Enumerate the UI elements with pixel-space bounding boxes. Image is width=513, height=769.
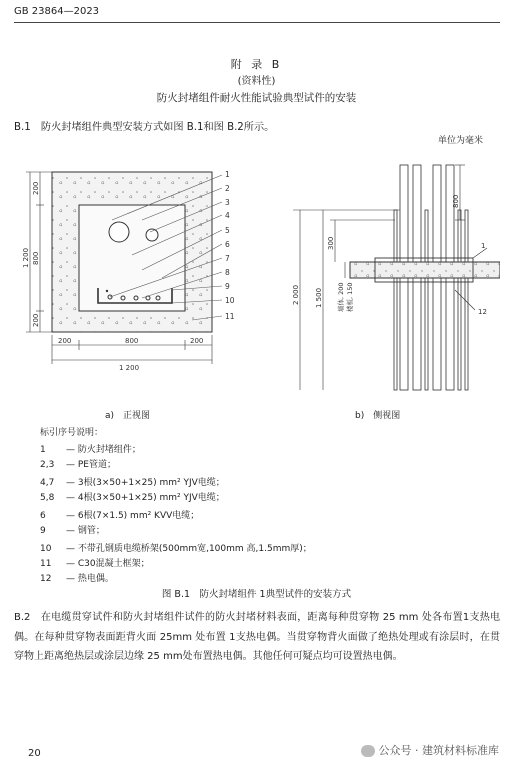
svg-text:800: 800 bbox=[32, 251, 40, 265]
svg-text:楼板, 150: 楼板, 150 bbox=[346, 282, 354, 312]
side-view-caption: b) 侧视图 bbox=[355, 411, 401, 421]
unit-note: 单位为毫米 bbox=[437, 136, 483, 146]
svg-text:1 200: 1 200 bbox=[22, 247, 30, 268]
svg-text:11: 11 bbox=[225, 312, 235, 321]
legend-item: 1 — 防火封堵组件； bbox=[40, 445, 141, 455]
pe-pipe-small bbox=[146, 229, 158, 241]
svg-text:1: 1 bbox=[481, 242, 486, 250]
appendix-title: 附 录 B bbox=[230, 58, 283, 71]
legend-item: 6 — 6根(7×1.5) mm² KVV电缆； bbox=[40, 511, 200, 521]
seal-opening bbox=[79, 205, 185, 311]
svg-text:墙体, 200: 墙体, 200 bbox=[337, 282, 345, 312]
svg-text:8: 8 bbox=[225, 268, 230, 277]
svg-text:1 500: 1 500 bbox=[315, 287, 323, 308]
svg-text:12: 12 bbox=[478, 308, 487, 316]
svg-text:800: 800 bbox=[125, 337, 139, 345]
wechat-icon bbox=[361, 745, 375, 757]
svg-text:10: 10 bbox=[225, 296, 235, 305]
legend-item: 9 — 钢管； bbox=[40, 526, 105, 536]
appendix-subtitle: 防火封堵组件耐火性能试验典型试件的安装 bbox=[156, 92, 357, 104]
front-view-diagram bbox=[22, 160, 252, 385]
legend-item: 5,8 — 4根(3×50+1×25) mm² YJV电缆； bbox=[40, 493, 225, 503]
svg-text:800: 800 bbox=[452, 194, 460, 208]
front-view-caption: a) 正视图 bbox=[105, 411, 151, 421]
side-view-diagram bbox=[275, 160, 500, 400]
svg-text:200: 200 bbox=[58, 337, 72, 345]
svg-text:200: 200 bbox=[190, 337, 204, 345]
svg-text:7: 7 bbox=[225, 254, 230, 263]
svg-text:200: 200 bbox=[32, 181, 40, 195]
section-b2: B.2 在电缆贯穿试件和防火封堵组件试件的防火封堵材料表面，距离每种贯穿物 25 mm 处各布置1支热电偶。在每种贯穿物表面距背火面 25mm 处布置 1支热电偶。当贯穿物背火面做了绝热处理或有涂层时，在贯穿物上距离绝热层或涂层边缘 25 mm处布置热电偶。其他任何可疑点均可设置热电偶。 bbox=[14, 612, 500, 662]
legend-title: 标引序号说明： bbox=[40, 428, 104, 438]
svg-text:9: 9 bbox=[225, 282, 230, 291]
standard-number: GB 23864—2023 bbox=[14, 6, 100, 17]
appendix-type: (资料性) bbox=[237, 76, 276, 87]
floor-slab bbox=[350, 262, 500, 278]
svg-text:2 000: 2 000 bbox=[292, 284, 300, 305]
pe-pipe-large bbox=[109, 222, 129, 242]
svg-text:5: 5 bbox=[225, 226, 230, 235]
svg-text:4: 4 bbox=[225, 211, 230, 220]
figure-caption: 图 B.1 防火封堵组件 1典型试件的安装方式 bbox=[161, 589, 352, 600]
svg-text:2: 2 bbox=[225, 184, 230, 193]
legend-item: 2,3 — PE管道； bbox=[40, 460, 116, 470]
header-rule bbox=[14, 22, 500, 23]
legend-item: 4,7 — 3根(3×50+1×25) mm² YJV电缆； bbox=[40, 478, 225, 488]
section-b1: B.1 防火封堵组件典型安装方式如图 B.1和图 B.2所示。 bbox=[14, 122, 275, 133]
legend-item: 12 — 热电偶。 bbox=[40, 574, 114, 584]
legend-item: 10 — 不带孔钢质电缆桥架(500mm宽,100mm 高,1.5mm厚)； bbox=[40, 544, 312, 554]
svg-text:1 200: 1 200 bbox=[119, 364, 140, 372]
svg-text:6: 6 bbox=[225, 240, 230, 249]
svg-text:1: 1 bbox=[225, 170, 230, 179]
svg-text:3: 3 bbox=[225, 198, 230, 207]
watermark: 公众号 · 建筑材料标准库 bbox=[361, 742, 500, 758]
page-number: 20 bbox=[28, 748, 41, 759]
legend-item: 11 — C30混凝土框架； bbox=[40, 559, 150, 569]
svg-text:200: 200 bbox=[32, 313, 40, 327]
svg-text:300: 300 bbox=[327, 236, 335, 250]
